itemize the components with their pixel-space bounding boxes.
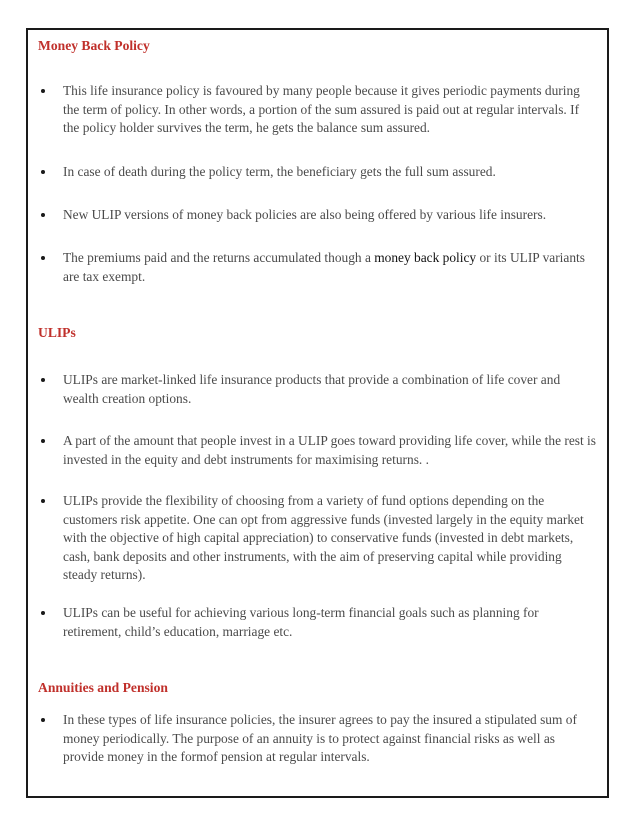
- list-item: [38, 604, 598, 641]
- list-item: [38, 82, 598, 138]
- list-item-text: ULIPs can be useful for achieving various long-term financial goals such as planning for retirement, child’s education, marriage etc.: [63, 605, 539, 639]
- list-item-text: In these types of life insurance policies, the insurer agrees to pay the insured a stipulated sum of money periodically. The purpose of an annuity is to protect against financial risks as well as provide money in the formof pension at regular intervals.: [63, 712, 577, 764]
- section-heading-money-back: Money Back Policy: [38, 38, 150, 53]
- list-item: [38, 432, 598, 469]
- list-item: [38, 249, 598, 286]
- list-item: [38, 163, 598, 182]
- money-back-policy-link[interactable]: money back policy: [374, 250, 477, 265]
- list-item-text: ULIPs are market-linked life insurance products that provide a combination of life cover and wealth creation options.: [63, 372, 561, 406]
- list-item-text-start: The premiums paid and the returns accumulated though a: [63, 250, 375, 265]
- list-item: [38, 492, 598, 585]
- list-item: [38, 371, 598, 408]
- list-item: [38, 711, 598, 767]
- list-item: [38, 206, 598, 225]
- list-item-text-end: or its ULIP variants are tax exempt.: [63, 250, 585, 284]
- list-item-text: A part of the amount that people invest in a ULIP goes toward providing life cover, while the rest is invested in the equity and debt instruments for maximising returns. .: [63, 433, 596, 467]
- list-item-text: New ULIP versions of money back policies are also being offered by various life insurers.: [63, 207, 547, 222]
- list-item-text: In case of death during the policy term, the beneficiary gets the full sum assured.: [63, 164, 496, 179]
- list-item-text: ULIPs provide the flexibility of choosing from a variety of fund options depending on the customers risk appetite. One can opt from aggressive funds (invested largely in the equity market with the objective of high capital appreciation) to conservative funds (invested in debt markets, cash, bank deposits and other instruments, with the aim of preserving capital while providing steady returns).: [63, 493, 584, 582]
- section-heading-annuities: Annuities and Pension: [38, 680, 168, 695]
- list-item-text: [63, 249, 598, 286]
- section-heading-ulips: ULIPs: [38, 325, 76, 340]
- list-item-text: This life insurance policy is favoured by many people because it gives periodic payments during the term of policy. In other words, a portion of the sum assured is paid out at regular intervals. If the policy holder survives the term, he gets the balance sum assured.: [63, 83, 580, 135]
